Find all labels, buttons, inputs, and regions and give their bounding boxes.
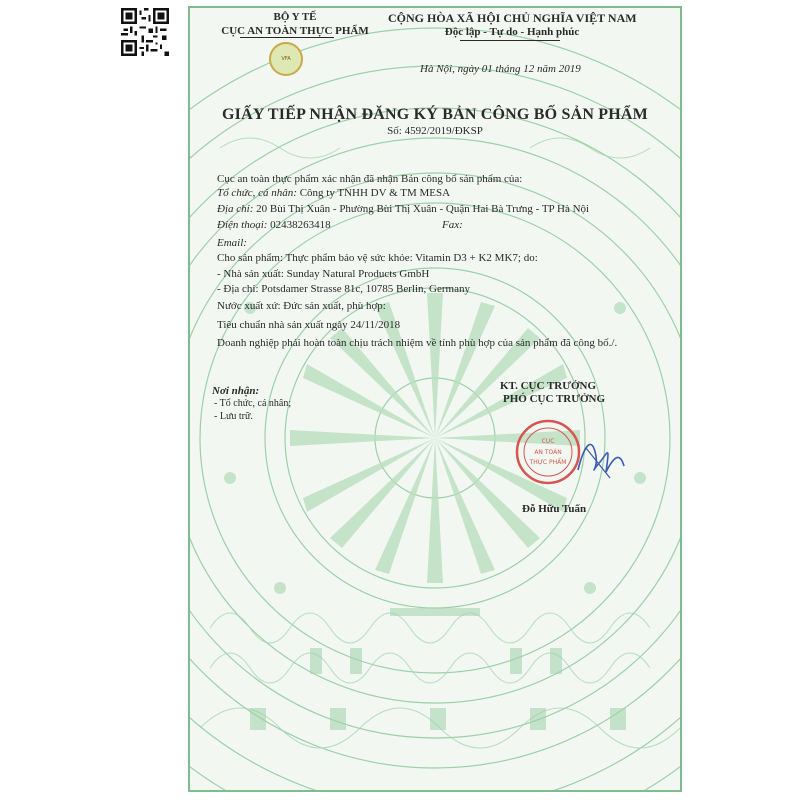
email-label: Email: — [217, 237, 247, 249]
header-right-divider — [460, 40, 560, 41]
department-name: CỤC AN TOÀN THỰC PHẨM — [221, 25, 369, 37]
recipients-label: Nơi nhận: — [212, 385, 260, 397]
svg-text:THỰC PHẨM: THỰC PHẨM — [529, 459, 567, 466]
svg-text:AN TOÀN: AN TOÀN — [534, 449, 562, 456]
phone-line — [217, 220, 331, 231]
fax-label: Fax: — [442, 219, 463, 231]
svg-text:CỤC: CỤC — [541, 438, 555, 445]
organization-line — [217, 188, 450, 199]
certificate-document — [188, 6, 682, 792]
address-line — [217, 204, 589, 215]
place-date: Hà Nội, ngày 01 tháng 12 năm 2019 — [420, 63, 581, 75]
intro-line: Cục an toàn thực phẩm xác nhận đã nhận Bản công bố sản phẩm của: — [217, 173, 523, 185]
organization-value: Công ty TNHH DV & TM MESA — [299, 187, 451, 199]
address-value: 20 Bùi Thị Xuân - Phường Bùi Thị Xuân - Quận Hai Bà Trưng - TP Hà Nội — [256, 203, 590, 215]
document-number: Số: 4592/2019/ĐKSP — [387, 125, 483, 137]
vfa-logo — [269, 42, 303, 76]
document-title: GIẤY TIẾP NHẬN ĐĂNG KÝ BẢN CÔNG BỐ SẢN PHẨM — [222, 106, 648, 123]
handwritten-signature — [570, 426, 630, 486]
national-motto: Độc lập - Tự do - Hạnh phúc — [444, 26, 580, 38]
product-line: Cho sản phẩm: Thực phẩm bảo vệ sức khỏe: Vitamin D3 + K2 MK7; do: — [217, 252, 538, 264]
recipient-item: - Lưu trữ. — [214, 411, 253, 422]
signatory-position: PHÓ CỤC TRƯỞNG — [503, 393, 606, 405]
responsibility-line: Doanh nghiệp phải hoàn toàn chịu trách nhiệm về tính phù hợp của sản phẩm đã công bố./. — [217, 337, 618, 349]
recipient-item: - Tổ chức, cá nhân; — [214, 398, 292, 409]
phone-value: 02438263418 — [270, 219, 331, 231]
address-label: Địa chỉ: — [217, 203, 254, 215]
origin-line: Nước xuất xứ: Đức sản xuất, phù hợp: — [217, 300, 386, 312]
signatory-title: KT. CỤC TRƯỞNG — [500, 380, 597, 392]
manufacturer-line: - Nhà sản xuất: Sunday Natural Products GmbH — [217, 268, 430, 280]
header-left-divider — [240, 37, 334, 38]
qr-code — [121, 8, 169, 56]
signer-name: Đỗ Hữu Tuấn — [522, 503, 587, 515]
logo-text: VFA — [281, 56, 291, 62]
phone-label: Điện thoại: — [217, 219, 268, 231]
organization-label: Tổ chức, cá nhân: — [217, 187, 297, 199]
manufacturer-address-line: - Địa chỉ: Potsdamer Strasse 81c, 10785 Berlin, Germany — [217, 283, 470, 295]
ministry-name: BỘ Y TẾ — [273, 11, 317, 23]
standard-line: Tiêu chuẩn nhà sản xuất ngày 24/11/2018 — [217, 319, 401, 331]
country-name: CỘNG HÒA XÃ HỘI CHỦ NGHĨA VIỆT NAM — [388, 11, 637, 25]
